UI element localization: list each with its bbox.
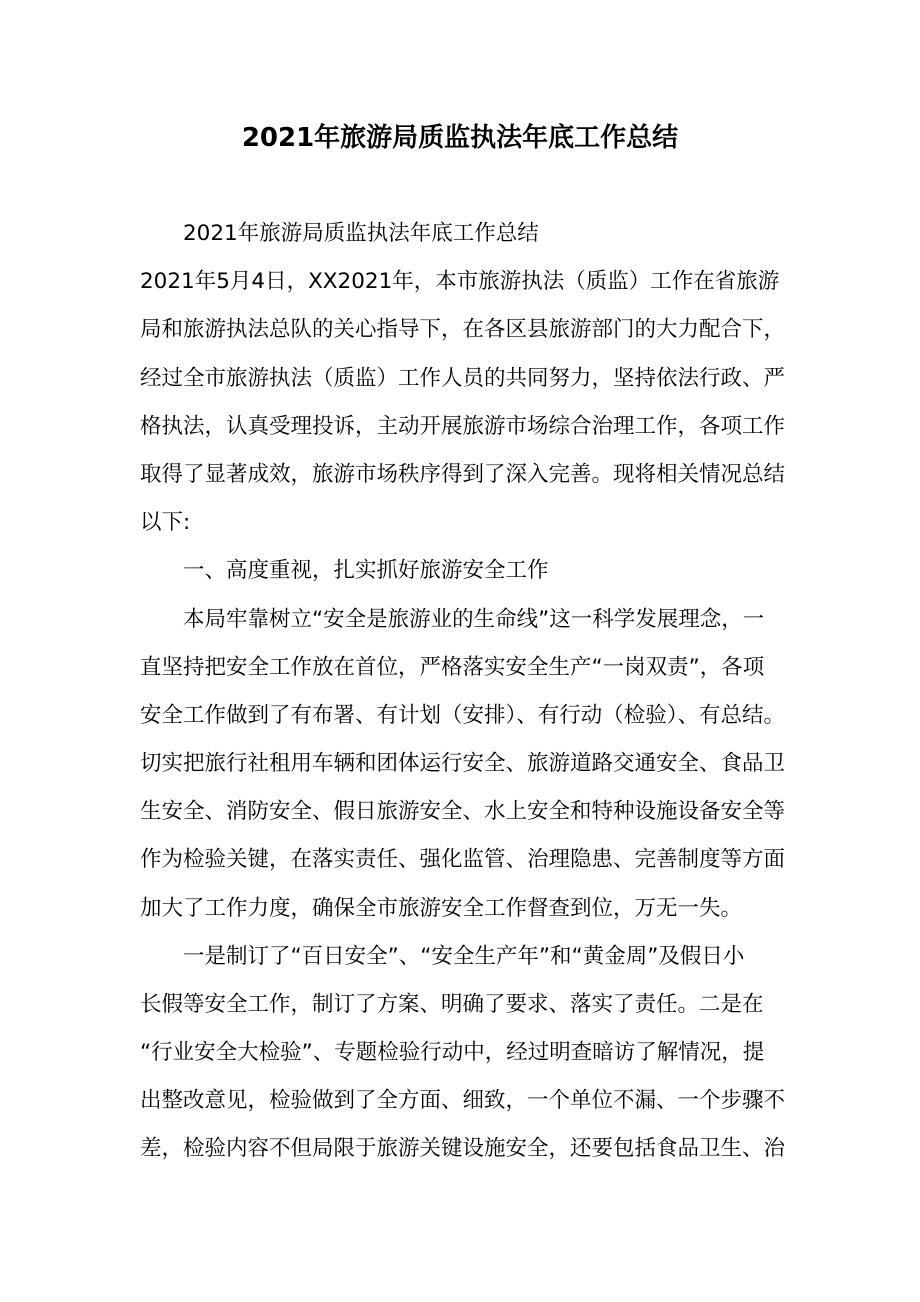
paragraph-line: 格执法，认真受理投诉，主动开展旅游市场综合治理工作，各项工作: [140, 414, 785, 439]
paragraph-line: 以下:: [140, 510, 191, 535]
paragraph-line: 经过全市旅游执法（质监）工作人员的共同努力，坚持依法行政、严: [140, 366, 785, 391]
paragraph-line: 一是制订了“百日安全”、“安全生产年”和“黄金周”及假日小: [183, 944, 745, 969]
paragraph-line: 直坚持把安全工作放在首位，严格落实安全生产“一岗双责”，各项: [140, 655, 765, 680]
paragraph-line: 2021年5月4日，XX2021年，本市旅游执法（质监）工作在省旅游: [140, 269, 780, 294]
paragraph-line: 安全工作做到了有布署、有计划（安排）、有行动（检验）、有总结。: [140, 703, 785, 728]
paragraph-line: 局和旅游执法总队的关心指导下，在各区县旅游部门的大力配合下，: [140, 317, 785, 342]
paragraph-line: 本局牢靠树立“安全是旅游业的生命线”这一科学发展理念，一: [183, 607, 765, 632]
document-title: 2021年旅游局质监执法年底工作总结: [241, 123, 679, 153]
section-heading: 一、高度重视，扎实抓好旅游安全工作: [183, 558, 549, 583]
paragraph-line: 作为检验关键，在落实责任、强化监管、治理隐患、完善制度等方面: [140, 847, 785, 872]
paragraph-line: 取得了显著成效，旅游市场秩序得到了深入完善。现将相关情况总结: [140, 462, 785, 487]
paragraph-line: 切实把旅行社租用车辆和团体运行安全、旅游道路交通安全、食品卫: [140, 751, 785, 776]
paragraph-line: 出整改意见，检验做到了全方面、细致，一个单位不漏、一个步骤不: [140, 1088, 785, 1113]
paragraph-line: 差，检验内容不但局限于旅游关键设施安全，还要包括食品卫生、治: [140, 1136, 785, 1161]
paragraph-line: 长假等安全工作，制订了方案、明确了要求、落实了责任。二是在: [140, 992, 764, 1017]
paragraph-line: 2021年旅游局质监执法年底工作总结: [183, 221, 539, 246]
paragraph-line: 生安全、消防安全、假日旅游安全、水上安全和特种设施设备安全等: [140, 799, 785, 824]
paragraph-line: 加大了工作力度，确保全市旅游安全工作督查到位，万无一失。: [140, 896, 743, 921]
paragraph-line: “行业安全大检验”、专题检验行动中，经过明查暗访了解情况，提: [140, 1040, 765, 1065]
